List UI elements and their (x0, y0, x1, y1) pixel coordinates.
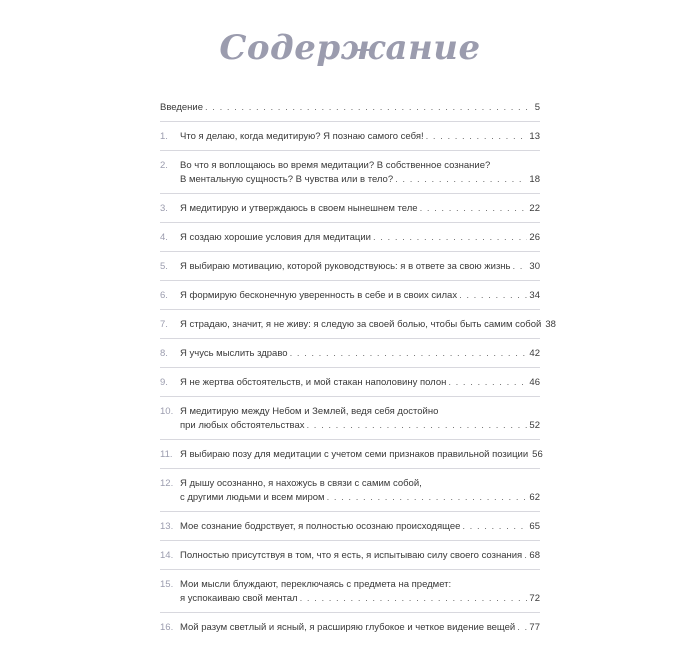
page-number: 22 (529, 203, 540, 214)
dot-leader (448, 376, 527, 390)
chapter-number: 5. (160, 261, 168, 272)
toc-entry[interactable] (160, 127, 540, 151)
chapter-title (180, 448, 543, 462)
toc-entry[interactable] (160, 402, 540, 440)
page-number: 5 (534, 102, 540, 113)
chapter-title-line: Мое сознание бодрствует, я полностью осознаю происходящее (180, 521, 461, 532)
dot-leader (395, 173, 527, 187)
toc-entry[interactable] (160, 286, 540, 310)
page-number: 30 (529, 261, 540, 272)
table-of-contents (160, 98, 556, 646)
chapter-title-line: при любых обстоятельствах (180, 420, 305, 431)
toc-entry[interactable] (160, 517, 540, 541)
chapter-title (180, 549, 540, 563)
chapter-title (180, 260, 540, 274)
page-number: 62 (529, 492, 540, 503)
dot-leader (327, 491, 528, 505)
chapter-title (180, 376, 540, 390)
chapter-number: 13. (160, 521, 174, 532)
page-number: 52 (529, 420, 540, 431)
chapter-title (180, 289, 540, 303)
toc-entry[interactable] (160, 344, 540, 368)
chapter-number: 9. (160, 377, 168, 388)
toc-entry[interactable] (160, 98, 540, 122)
chapter-title (180, 231, 540, 245)
chapter-title-line: Мои мысли блуждают, переключаясь с предмета на предмет: (180, 579, 452, 590)
chapter-title-line: Мой разум светлый и ясный, я расширяю глубокое и четкое видение вещей (180, 622, 516, 633)
chapter-title (180, 578, 540, 606)
chapter-title (180, 318, 556, 332)
page-number: 56 (532, 449, 543, 460)
dot-leader (426, 130, 528, 144)
dot-leader (524, 549, 527, 563)
chapter-title (180, 202, 540, 216)
chapter-title-line: В ментальную сущность? В чувства или в тело? (180, 174, 394, 185)
chapter-title-line: Я дышу осознанно, я нахожусь в связи с самим собой, (180, 478, 422, 489)
chapter-number: 7. (160, 319, 168, 330)
toc-entry[interactable] (160, 156, 540, 194)
dot-leader (517, 621, 527, 635)
toc-entry[interactable] (160, 228, 540, 252)
chapter-number: 14. (160, 550, 174, 561)
dot-leader (300, 592, 528, 606)
chapter-number: 1. (160, 131, 168, 142)
page-number: 42 (529, 348, 540, 359)
chapter-number: 12. (160, 478, 174, 489)
chapter-title-line: Я страдаю, значит, я не живу: я следую за своей болью, чтобы быть самим собой (180, 319, 542, 330)
dot-leader (290, 347, 528, 361)
chapter-title-line: Полностью присутствуя в том, что я есть, я испытываю силу своего сознания (180, 550, 523, 561)
dot-leader (420, 202, 528, 216)
toc-entry[interactable] (160, 445, 543, 469)
chapter-title-line: Введение (160, 102, 204, 113)
chapter-title-line: с другими людьми и всем миром (180, 492, 325, 503)
dot-leader (307, 419, 528, 433)
toc-entry[interactable] (160, 257, 540, 281)
page-number: 13 (529, 131, 540, 142)
dot-leader (462, 520, 527, 534)
chapter-title (160, 101, 540, 115)
chapter-number: 15. (160, 579, 174, 590)
chapter-title-line: Я выбираю позу для медитации с учетом семи признаков правильной позиции (180, 449, 529, 460)
toc-entry[interactable] (160, 474, 540, 512)
chapter-title (180, 621, 540, 635)
chapter-title (180, 520, 540, 534)
chapter-number: 6. (160, 290, 168, 301)
page-title: Содержание (219, 28, 481, 68)
page-number: 38 (545, 319, 556, 330)
chapter-title-line: Я выбираю мотивацию, которой руководствуюсь: я в ответе за свою жизнь (180, 261, 511, 272)
chapter-number: 11. (160, 449, 173, 460)
toc-entry[interactable] (160, 575, 540, 613)
toc-entry[interactable] (160, 546, 540, 570)
page-number: 26 (529, 232, 540, 243)
chapter-title (180, 405, 540, 433)
chapter-title-line: Я медитирую между Небом и Землей, ведя себя достойно (180, 406, 439, 417)
page-number: 65 (529, 521, 540, 532)
chapter-title (180, 159, 540, 187)
page-number: 18 (529, 174, 540, 185)
toc-entry[interactable] (160, 373, 540, 397)
toc-entry[interactable] (160, 315, 556, 339)
page-number: 34 (529, 290, 540, 301)
page-number: 72 (529, 593, 540, 604)
dot-leader (459, 289, 527, 303)
chapter-number: 16. (160, 622, 174, 633)
chapter-number: 4. (160, 232, 168, 243)
toc-entry[interactable] (160, 618, 540, 641)
dot-leader (373, 231, 527, 245)
chapter-title (180, 477, 540, 505)
dot-leader (205, 101, 533, 115)
chapter-title-line: Я учусь мыслить здраво (180, 348, 288, 359)
page-number: 77 (529, 622, 540, 633)
chapter-title-line: Во что я воплощаюсь во время медитации? В собственное сознание? (180, 160, 491, 171)
chapter-number: 3. (160, 203, 168, 214)
dot-leader (513, 260, 528, 274)
page-number: 46 (529, 377, 540, 388)
page-number: 68 (529, 550, 540, 561)
chapter-title-line: Что я делаю, когда медитирую? Я познаю самого себя! (180, 131, 424, 142)
chapter-number: 10. (160, 406, 174, 417)
chapter-title-line: Я формирую бесконечную уверенность в себе и в своих силах (180, 290, 458, 301)
chapter-title (180, 347, 540, 361)
chapter-title-line: Я медитирую и утверждаюсь в своем нынешнем теле (180, 203, 418, 214)
toc-entry[interactable] (160, 199, 540, 223)
chapter-title-line: я успокаиваю свой ментал (180, 593, 298, 604)
chapter-title (180, 130, 540, 144)
chapter-title-line: Я не жертва обстоятельств, и мой стакан наполовину полон (180, 377, 447, 388)
chapter-title-line: Я создаю хорошие условия для медитации (180, 232, 371, 243)
chapter-number: 8. (160, 348, 168, 359)
chapter-number: 2. (160, 160, 168, 171)
